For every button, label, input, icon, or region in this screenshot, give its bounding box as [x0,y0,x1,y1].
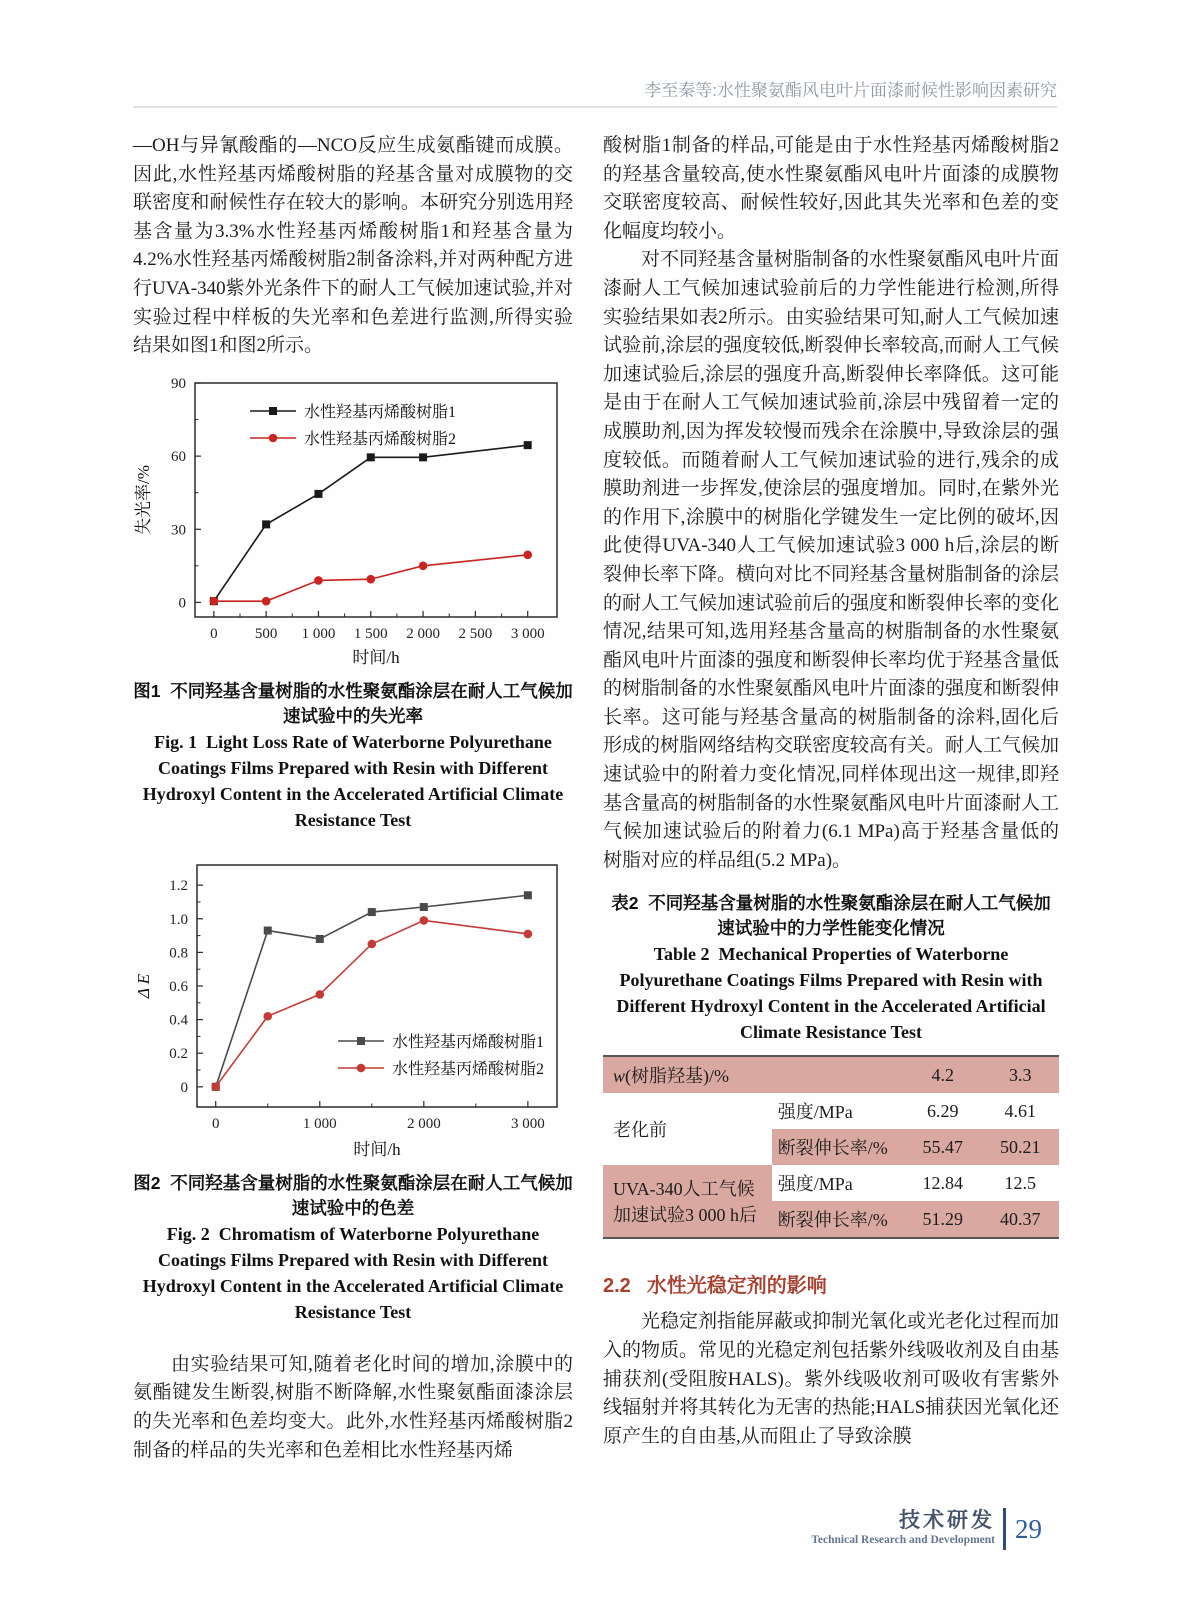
svg-text:0: 0 [210,625,218,642]
svg-text:2 000: 2 000 [406,1115,441,1132]
property-cell: 断裂伸长率/% [772,1129,904,1165]
svg-text:时间/h: 时间/h [352,647,400,667]
table-row [603,1165,1059,1201]
table-header-value: 3.3 [1008,1064,1032,1085]
section-title: 水性光稳定剂的影响 [646,1275,827,1298]
svg-text:0: 0 [180,1079,188,1096]
svg-text:3 000: 3 000 [510,1115,545,1132]
svg-text:失光率/%: 失光率/% [134,464,153,535]
svg-text:Δ E: Δ E [134,973,153,998]
footer-section-en: Technical Research and Development [811,1534,995,1546]
property-cell: 强度/MPa [777,1102,853,1123]
table2-caption-zh: 表2 不同羟基含量树脂的水性聚氨酯涂层在耐人工气候加速试验中的力学性能变化情况 [611,893,1051,939]
paragraph-right-1: 酸树脂1制备的样品,可能是由于水性羟基丙烯酸树脂2的羟基含量较高,使水性聚氨酯风电叶片面漆的成膜物交联密度较高、耐候性较好,因此其失光率和色差的变化幅度均较小。 [603,135,1059,242]
value-cell: 50.21 [981,1129,1059,1165]
running-head: 李至秦等:水性聚氨酯风电叶片面漆耐候性影响因素研究 [644,81,1057,100]
svg-text:1.2: 1.2 [169,877,188,894]
figure2-line-chart [133,851,573,1163]
property-cell: 断裂伸长率/% [772,1201,904,1238]
svg-text:时间/h: 时间/h [353,1139,401,1159]
figure1-line-chart [133,371,573,671]
svg-text:3 000: 3 000 [510,625,545,642]
svg-text:90: 90 [171,375,186,392]
paragraph-right-3: 光稳定剂指能屏蔽或抑制光氧化或光老化过程而加入的物质。常见的光稳定剂包括紫外线吸收剂及自由基捕获剂(受阻胺HALS)。紫外线吸收剂可吸收有害紫外线辐射并将其转化为无害的热能;HALS捕获因光氧化还原产生的自由基,从而阻止了导致涂膜 [603,1311,1060,1447]
value-cell: 6.29 [926,1100,959,1121]
svg-text:水性羟基丙烯酸树脂1: 水性羟基丙烯酸树脂1 [304,403,457,421]
right-column [603,132,1059,1465]
group-label-before-aging: 老化前 [613,1120,667,1141]
value-cell: 51.29 [904,1201,982,1238]
header-divider [133,106,1057,108]
svg-text:0.6: 0.6 [169,978,188,995]
property-cell: 强度/MPa [777,1174,853,1195]
svg-text:2 500: 2 500 [458,625,493,642]
svg-text:0.4: 0.4 [169,1012,188,1029]
footer-section [811,1510,995,1548]
table-row [603,1093,1059,1129]
table-2 [603,1055,1059,1239]
svg-text:1 000: 1 000 [302,1115,337,1132]
value-cell: 12.84 [922,1172,963,1193]
svg-text:水性羟基丙烯酸树脂2: 水性羟基丙烯酸树脂2 [392,1060,545,1078]
figure2-caption-zh: 图2 不同羟基含量树脂的水性聚氨酯涂层在耐人工气候加速试验中的色差 [133,1172,573,1218]
svg-text:0.8: 0.8 [169,945,188,962]
value-cell: 4.61 [1004,1100,1036,1121]
footer-section-zh: 技术研发 [899,1509,995,1532]
figure2-caption-en: Fig. 2 Chromatism of Waterborne Polyurethane Coatings Films Prepared with Resin with Different Hydroxyl Content in the Accelerated Artificial Climate Resistance Test [142,1223,564,1322]
svg-text:30: 30 [171,522,186,538]
page-number: 29 [1015,1513,1042,1544]
group-label-after-uva: UVA-340人工气候加速试验3 000 h后 [603,1165,772,1238]
two-column-layout [133,132,1059,1465]
svg-text:500: 500 [254,625,278,642]
svg-text:水性羟基丙烯酸树脂2: 水性羟基丙烯酸树脂2 [304,430,457,448]
figure1-caption-zh: 图1 不同羟基含量树脂的水性聚氨酯涂层在耐人工气候加速试验中的失光率 [133,680,573,726]
paragraph-left-2: 由实验结果可知,随着老化时间的增加,涂膜中的氨酯键发生断裂,树脂不断降解,水性聚氨酯面漆涂层的失光率和色差均变大。此外,水性羟基丙烯酸树脂2制备的样品的失光率和色差相比水性羟基丙烯 [133,1353,573,1461]
svg-text:0: 0 [211,1115,220,1132]
paragraph-left-1: —OH与异氰酸酯的—NCO反应生成氨酯键而成膜。因此,水性羟基丙烯酸树脂的羟基含量对成膜物的交联密度和耐候性存在较大的影响。本研究分别选用羟基含量为3.3%水性羟基丙烯酸树脂1和羟基含量为4.2%水性羟基丙烯酸树脂2制备涂料,并对两种配方进行UVA-340紫外光条件下的耐人工气候加速试验,并对实验过程中样板的失光率和色差进行监测,所得实验结果如图1和图2所示。 [133,135,573,357]
footer-divider-bar [1003,1508,1006,1550]
svg-text:60: 60 [171,448,186,465]
svg-text:0.2: 0.2 [169,1045,188,1062]
paragraph-right-2: 对不同羟基含量树脂制备的水性聚氨酯风电叶片面漆耐人工气候加速试验前后的力学性能进行检测,所得实验结果如表2所示。由实验结果可知,耐人工气候加速试验前,涂层的强度较低,断裂伸长率较高,而耐人工气候加速试验后,涂层的强度升高,断裂伸长率降低。这可能是由于在耐人工气候加速试验前,涂层中残留着一定的成膜助剂,因为挥发较慢而残余在涂膜中,导致涂层的强度较低。而随着耐人工气候加速试验的进行,残余的成膜助剂进一步挥发,使涂层的强度增加。同时,在紫外光的作用下,涂膜中的树脂化学键发生一定比例的破坏,因此使得UVA-340人工气候加速试验3 000 h后,涂层的断裂伸长率下降。横向对比不同羟基含量树脂制备的涂层的耐人工气候加速试验前后的强度和断裂伸长率的变化情况,结果可知,选用羟基含量高的树脂制备的水性聚氨酯风电叶片面漆的强度和断裂伸长率均优于羟基含量低的树脂制备的水性聚氨酯风电叶片面漆的强度和断裂伸长率。这可能与羟基含量高的树脂制备的涂料,固化后形成的树脂网络结构交联密度较高有关。耐人工气候加速试验中的附着力变化情况,同样体现出这一规律,即羟基含量高的树脂制备的水性聚氨酯风电叶片面漆耐人工气候加速试验后的附着力(6.1 MPa)高于羟基含量低的树脂对应的样品组(5.2 MPa)。 [603,249,1060,871]
svg-text:2 000: 2 000 [406,625,440,642]
figure1-caption-en: Fig. 1 Light Loss Rate of Waterborne Polyurethane Coatings Films Prepared with Resin with Different Hydroxyl Content in the Accelerated Artificial Climate Resistance Test [142,731,564,830]
value-cell: 12.5 [1004,1172,1036,1193]
svg-text:0: 0 [178,595,186,612]
table2-caption-en: Table 2 Mechanical Properties of Waterborne Polyurethane Coatings Films Prepared with Resin with Different Hydroxyl Content in the Accelerated Artificial Climate Resistance Test [616,944,1046,1043]
section-heading-2-2 [603,1269,1059,1298]
page-footer [811,1508,1042,1550]
table-header-label [603,1056,904,1093]
hydroxyl-label: (树脂羟基)/% [625,1066,729,1087]
table-row-header [603,1056,1059,1093]
section-number: 2.2 [603,1275,631,1298]
left-column [133,132,573,1465]
hydroxyl-symbol: w [613,1066,626,1087]
value-cell: 55.47 [904,1129,982,1165]
svg-text:水性羟基丙烯酸树脂1: 水性羟基丙烯酸树脂1 [392,1033,545,1051]
svg-text:1 500: 1 500 [353,625,388,642]
svg-text:1 000: 1 000 [301,625,336,642]
svg-text:1.0: 1.0 [169,911,188,928]
value-cell: 40.37 [981,1201,1059,1238]
table-header-value: 4.2 [931,1064,954,1085]
